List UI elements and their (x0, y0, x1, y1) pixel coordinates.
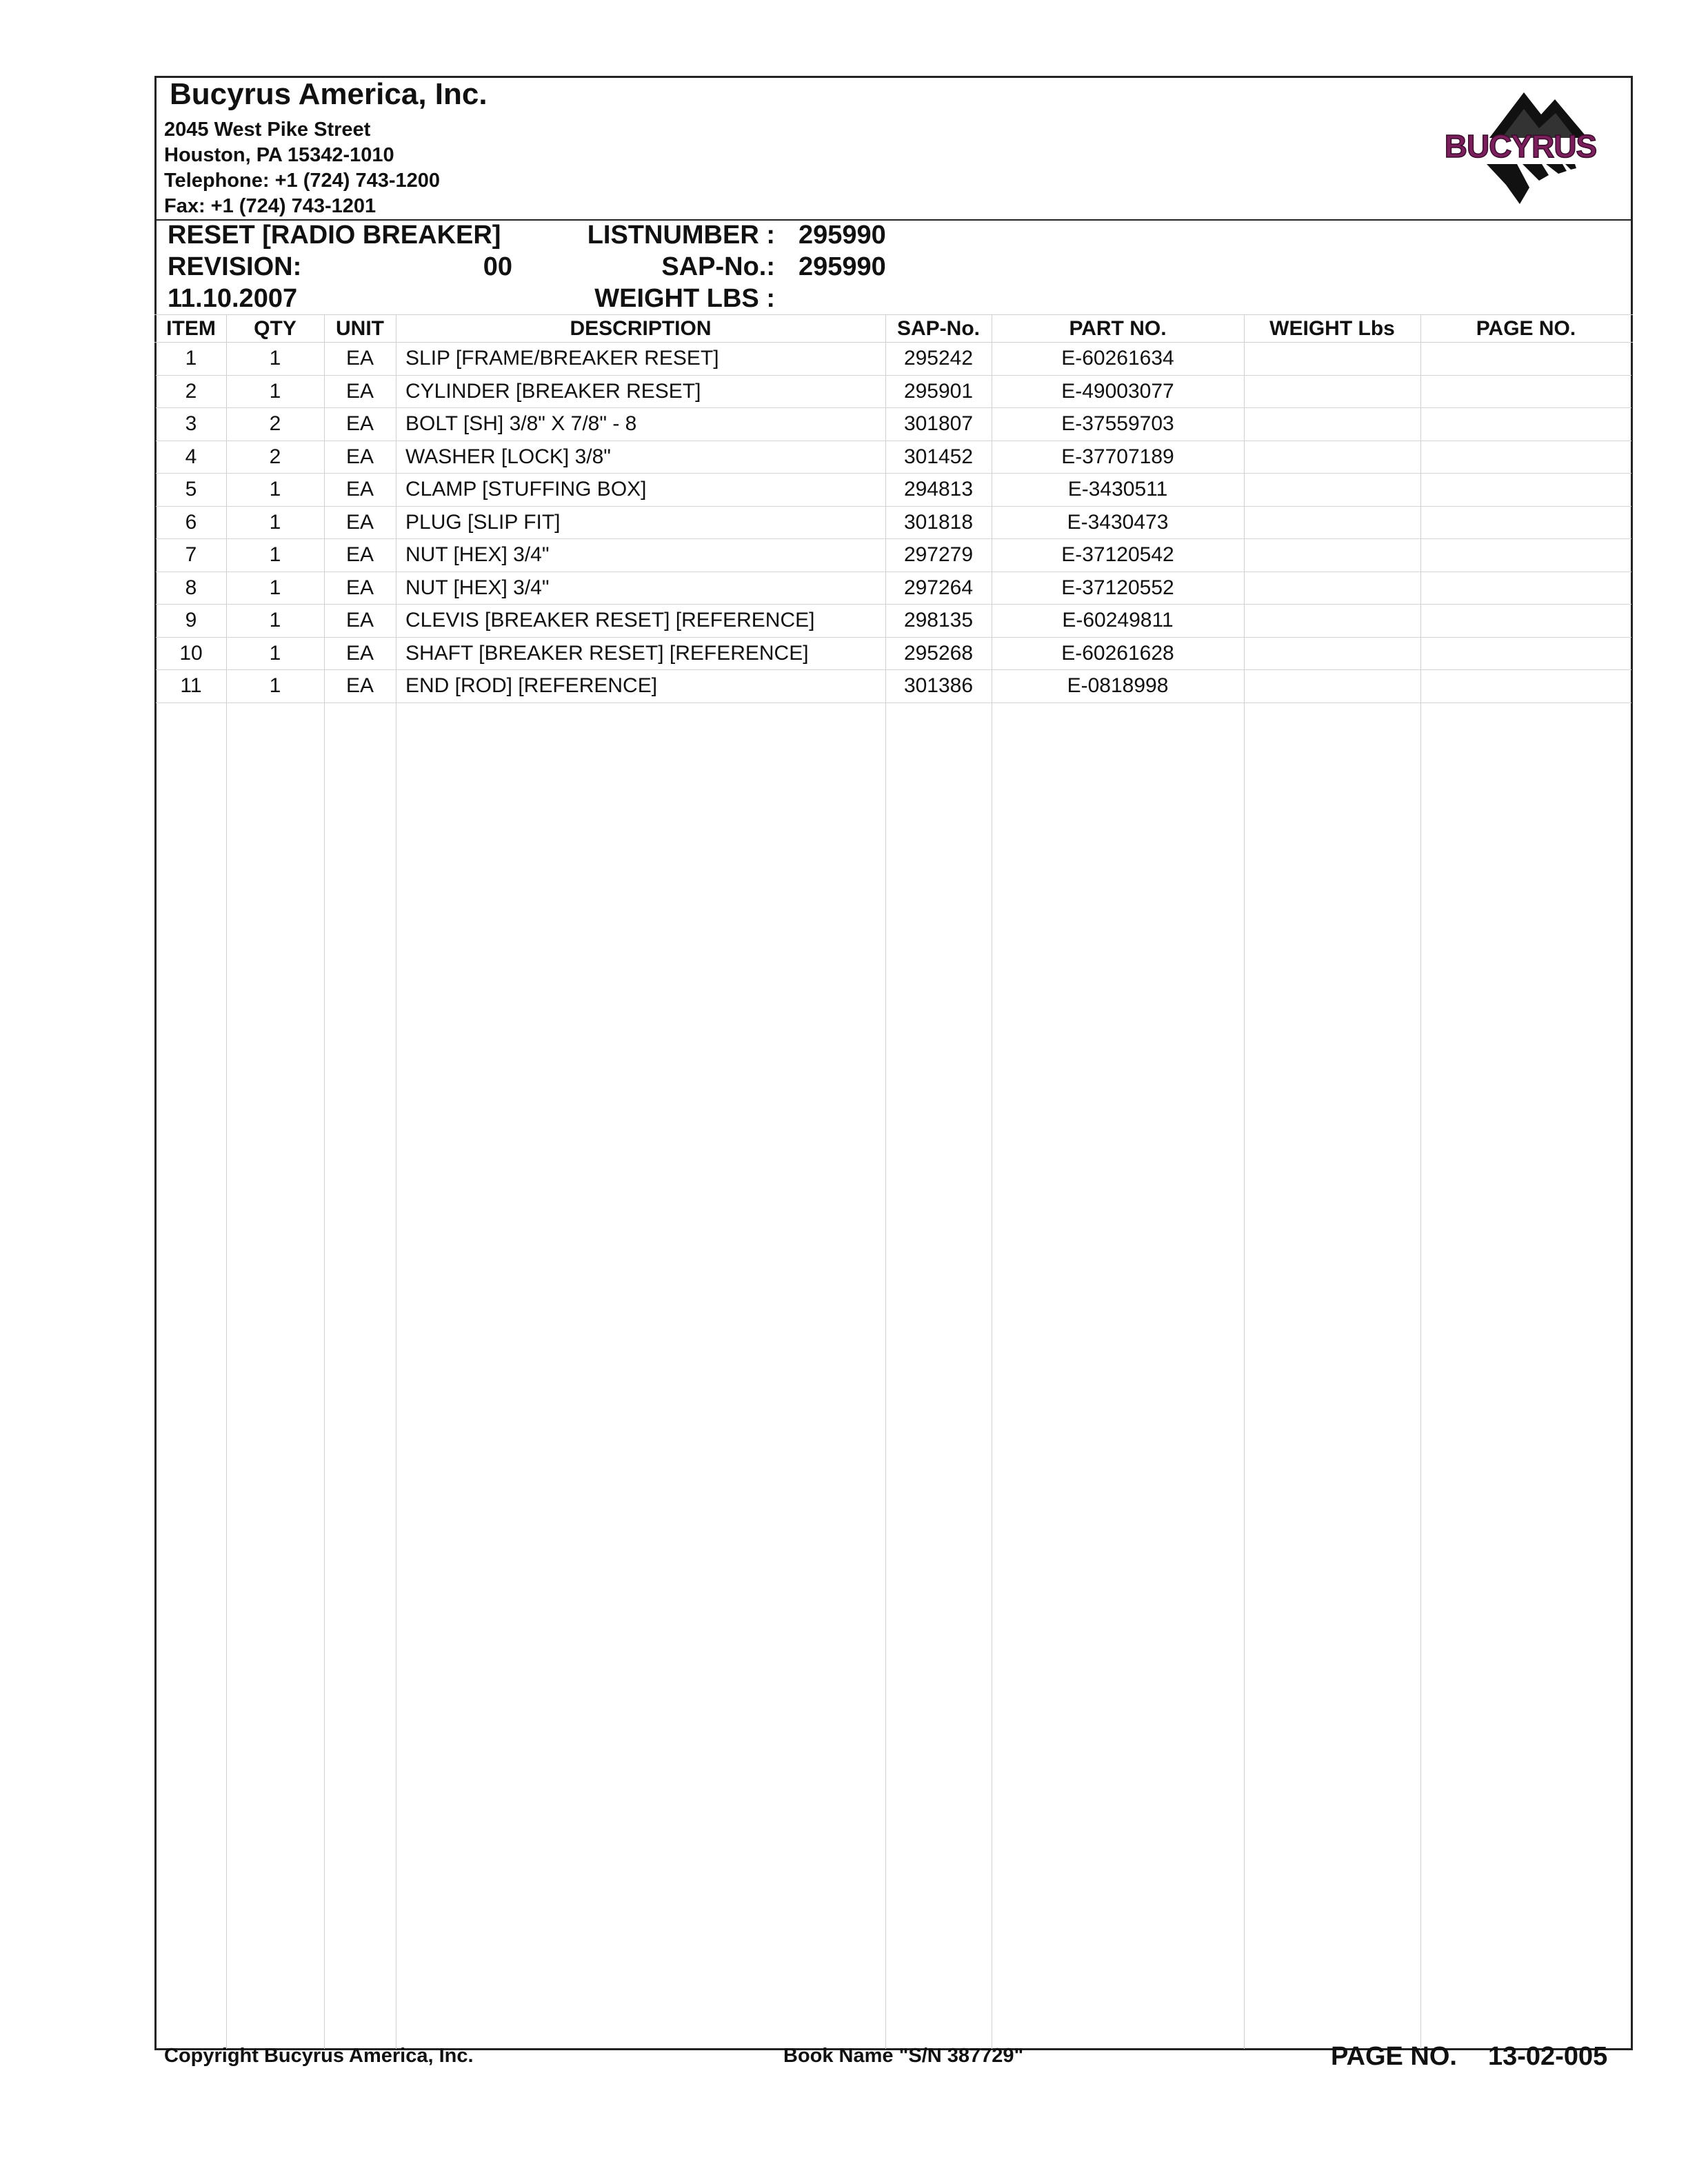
company-fax: Fax: +1 (724) 743-1201 (164, 195, 376, 217)
col-header-unit: UNIT (336, 317, 384, 340)
table-top-line (154, 314, 1633, 315)
cell-description: CLAMP [STUFFING BOX] (405, 478, 647, 501)
cell-unit: EA (345, 576, 374, 599)
cell-page (1420, 407, 1631, 440)
mountain-logo-icon (1420, 87, 1620, 211)
cell-sap: 297279 (903, 543, 974, 566)
list-title: RESET [RADIO BREAKER] (168, 221, 501, 250)
cell-part: E-37120552 (1061, 576, 1174, 599)
cell-item: 8 (185, 576, 197, 599)
cell-unit: EA (345, 543, 374, 566)
table-row (156, 538, 1631, 571)
company-telephone: Telephone: +1 (724) 743-1200 (164, 170, 441, 192)
cell-part: E-37120542 (1061, 543, 1174, 566)
cell-qty: 1 (269, 543, 281, 566)
cell-sap: 294813 (903, 478, 974, 501)
table-row (156, 441, 1631, 473)
sap-label: SAP-No.: (661, 252, 775, 281)
cell-item: 1 (185, 347, 197, 370)
cell-sap: 295268 (903, 641, 974, 665)
cell-sap: 301452 (903, 445, 974, 468)
cell-description: NUT [HEX] 3/4" (405, 543, 550, 566)
cell-description: BOLT [SH] 3/8" X 7/8" - 8 (405, 412, 637, 435)
cell-part: E-3430511 (1067, 478, 1168, 501)
cell-part: E-60261634 (1061, 347, 1174, 370)
cell-weight (1244, 637, 1420, 669)
cell-item: 9 (185, 609, 197, 631)
col-header-description: DESCRIPTION (570, 317, 712, 340)
cell-weight (1244, 669, 1420, 702)
cell-qty: 1 (269, 641, 281, 665)
page-label: PAGE NO. (1331, 2042, 1457, 2071)
cell-description: NUT [HEX] 3/4" (405, 576, 550, 599)
table-row (156, 604, 1631, 636)
company-name: Bucyrus America, Inc. (170, 77, 488, 111)
col-header-page: PAGE NO. (1476, 317, 1576, 340)
company-street: 2045 West Pike Street (164, 119, 371, 141)
cell-unit: EA (345, 510, 374, 534)
page-number: 13-02-005 (1488, 2042, 1608, 2071)
cell-part: E-49003077 (1061, 379, 1174, 403)
cell-sap: 295242 (903, 347, 974, 370)
table-row (156, 506, 1631, 538)
cell-page (1420, 441, 1631, 473)
cell-unit: EA (345, 641, 374, 665)
cell-sap: 301386 (903, 674, 974, 697)
cell-unit: EA (345, 478, 374, 501)
cell-sap: 295901 (903, 379, 974, 403)
listnumber-label: LISTNUMBER : (587, 221, 775, 250)
row-divider (156, 702, 1631, 703)
col-header-weight: WEIGHT Lbs (1269, 317, 1395, 340)
cell-qty: 1 (269, 576, 281, 599)
cell-page (1420, 342, 1631, 374)
revision-value: 00 (483, 252, 512, 281)
col-header-part: PART NO. (1069, 317, 1167, 340)
cell-page (1420, 473, 1631, 505)
cell-sap: 297264 (903, 576, 974, 599)
cell-part: E-60249811 (1062, 609, 1174, 631)
cell-part: E-37707189 (1061, 445, 1174, 468)
cell-weight (1244, 506, 1420, 538)
revision-label: REVISION: (168, 252, 302, 281)
cell-page (1420, 375, 1631, 407)
cell-sap: 298135 (903, 609, 974, 631)
table-row (156, 473, 1631, 505)
cell-part: E-3430473 (1067, 510, 1169, 534)
col-header-sap: SAP-No. (897, 317, 980, 340)
cell-unit: EA (345, 609, 374, 631)
cell-item: 4 (185, 445, 197, 468)
cell-qty: 2 (269, 445, 281, 468)
cell-item: 11 (180, 674, 202, 697)
cell-weight (1244, 604, 1420, 636)
cell-weight (1244, 375, 1420, 407)
cell-description: END [ROD] [REFERENCE] (405, 674, 658, 697)
cell-weight (1244, 342, 1420, 374)
cell-page (1420, 538, 1631, 571)
cell-qty: 1 (269, 379, 281, 403)
cell-description: WASHER [LOCK] 3/8" (405, 445, 611, 468)
cell-item: 10 (179, 641, 203, 665)
cell-sap: 301807 (903, 412, 974, 435)
book-name: Book Name "S/N 387729" (783, 2045, 1024, 2067)
company-city: Houston, PA 15342-1010 (164, 144, 394, 166)
cell-unit: EA (345, 379, 374, 403)
cell-item: 2 (185, 379, 197, 403)
cell-item: 7 (185, 543, 197, 566)
listnumber-value: 295990 (798, 221, 886, 250)
cell-qty: 1 (269, 510, 281, 534)
logo-text: BUCYRUS (1444, 128, 1597, 164)
cell-page (1420, 669, 1631, 702)
cell-page (1420, 572, 1631, 604)
cell-page (1420, 637, 1631, 669)
cell-part: E-37559703 (1061, 412, 1174, 435)
cell-description: PLUG [SLIP FIT] (405, 510, 561, 534)
cell-sap: 301818 (903, 510, 974, 534)
cell-part: E-0818998 (1067, 674, 1169, 697)
cell-unit: EA (345, 347, 374, 370)
cell-qty: 1 (269, 347, 281, 370)
table-row (156, 572, 1631, 604)
cell-description: SHAFT [BREAKER RESET] [REFERENCE] (405, 641, 809, 665)
col-header-qty: QTY (254, 317, 297, 340)
cell-weight (1244, 572, 1420, 604)
cell-qty: 1 (269, 478, 281, 501)
cell-weight (1244, 407, 1420, 440)
cell-item: 5 (185, 478, 197, 501)
col-header-item: ITEM (166, 317, 216, 340)
cell-qty: 2 (269, 412, 281, 435)
cell-page (1420, 506, 1631, 538)
cell-description: CYLINDER [BREAKER RESET] (405, 379, 701, 403)
cell-qty: 1 (269, 609, 281, 631)
bucyrus-logo (1420, 87, 1620, 211)
cell-unit: EA (345, 412, 374, 435)
table-row (156, 342, 1631, 374)
table-row (156, 669, 1631, 702)
table-row (156, 407, 1631, 440)
cell-unit: EA (345, 674, 374, 697)
table-row (156, 637, 1631, 669)
cell-weight (1244, 538, 1420, 571)
cell-description: CLEVIS [BREAKER RESET] [REFERENCE] (405, 609, 815, 631)
table-row (156, 375, 1631, 407)
cell-item: 6 (185, 510, 197, 534)
list-date: 11.10.2007 (168, 284, 298, 313)
cell-weight (1244, 441, 1420, 473)
cell-qty: 1 (269, 674, 281, 697)
cell-page (1420, 604, 1631, 636)
cell-part: E-60261628 (1061, 641, 1174, 665)
sap-value: 295990 (798, 252, 886, 281)
cell-unit: EA (345, 445, 374, 468)
copyright: Copyright Bucyrus America, Inc. (164, 2045, 474, 2067)
cell-weight (1244, 473, 1420, 505)
weight-label: WEIGHT LBS : (594, 284, 775, 313)
cell-description: SLIP [FRAME/BREAKER RESET] (405, 347, 719, 370)
cell-item: 3 (185, 412, 197, 435)
